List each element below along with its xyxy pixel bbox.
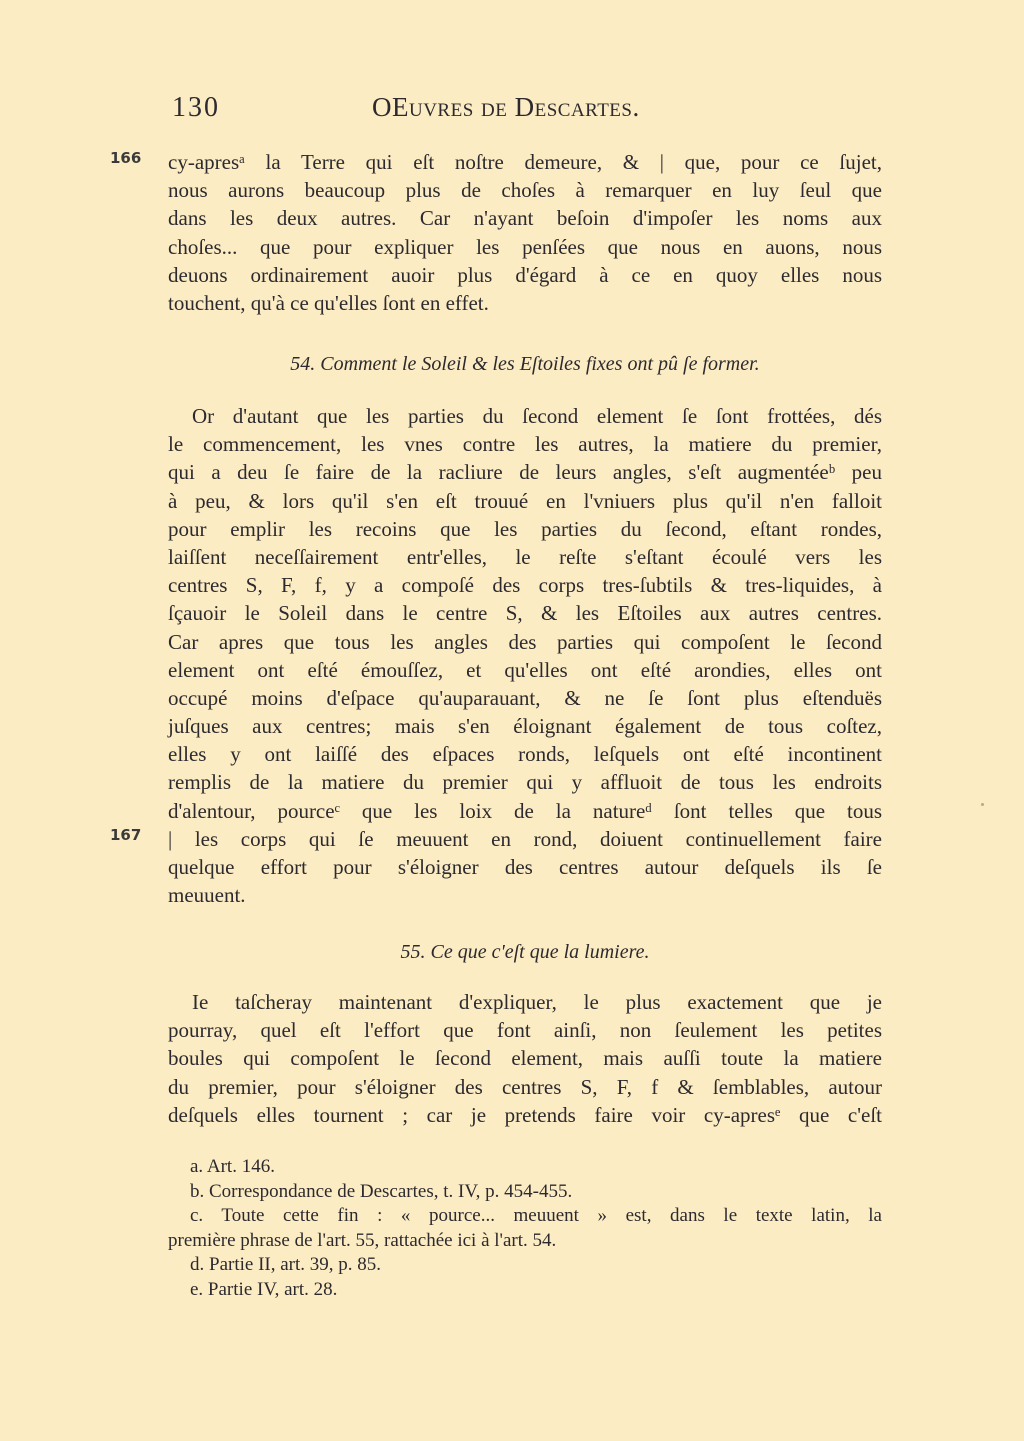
text-line: qui a deu ſe faire de la racliure de leurs angles, s'eſt augmentéeᵇ peu	[168, 460, 882, 485]
paragraph-3	[168, 988, 882, 1129]
text-line: boules qui compoſent le ſecond element, mais auſſi toute la matiere	[168, 1046, 882, 1071]
footnote-b: b. Correspondance de Descartes, t. IV, p. 454-455.	[190, 1180, 573, 1202]
text-line: centres S, F, f, y a compoſé des corps tres-ſubtils & tres-liquides, à	[168, 573, 882, 598]
paper-speck	[981, 803, 984, 806]
text-line: meuuent.	[168, 883, 246, 908]
paragraph-1	[168, 148, 882, 317]
footnote-c: c. Toute cette fin : « pource... meuuent » est, dans le texte latin, la	[190, 1205, 882, 1226]
text-line: d'alentour, pourceᶜ que les loix de la natureᵈ ſont telles que tous	[168, 798, 882, 823]
text-line: elles y ont laiſſé des eſpaces ronds, leſquels ont eſté incontinent	[168, 742, 882, 767]
section-heading-54: 54. Comment le Soleil & les Eſtoiles fixes ont pû ſe former.	[290, 353, 760, 375]
text-line: deſquels elles tournent ; car je pretends faire voir cy-apresᵉ que c'eſt	[168, 1102, 882, 1127]
text-line: juſques aux centres; mais s'en éloignant également de tous coſtez,	[168, 714, 882, 739]
text-line: | les corps qui ſe meuuent en rond, doiuent continuellement faire	[168, 826, 882, 851]
footnote-c-continued: première phrase de l'art. 55, rattachée ici à l'art. 54.	[168, 1229, 557, 1251]
text-line: Ie taſcheray maintenant d'expliquer, le plus exactement que je	[192, 990, 882, 1014]
text-line: nous aurons beaucoup plus de choſes à remarquer en luy ſeul que	[168, 178, 882, 203]
footnote-d: d. Partie II, art. 39, p. 85.	[190, 1254, 382, 1275]
text-line: laiſſent neceſſairement entr'elles, le reſte s'eſtant écoulé vers les	[168, 544, 882, 569]
text-line: deuons ordinairement auoir plus d'égard à ce en quoy elles nous	[168, 262, 882, 287]
paragraph-2	[168, 402, 882, 909]
text-line: remplis de la matiere du premier qui y affluoit de tous les endroits	[168, 770, 882, 795]
text-line: occupé moins d'eſpace qu'auparauant, & ne ſe ſont plus eſtenduës	[168, 685, 882, 710]
text-line: choſes... que pour expliquer les penſées que nous en auons, nous	[168, 234, 882, 259]
text-line: du premier, pour s'éloigner des centres S, F, f & ſemblables, autour	[168, 1074, 882, 1099]
text-line: element ont eſté émouſſez, et qu'elles ont eſté arondies, elles ont	[168, 657, 882, 682]
text-line: dans les deux autres. Car n'ayant beſoin d'impoſer les noms aux	[168, 206, 882, 231]
margin-page-number-166: 166	[110, 149, 142, 167]
section-heading-55: 55. Ce que c'eſt que la lumiere.	[400, 941, 650, 963]
footnote-a: a. Art. 146.	[190, 1156, 275, 1177]
text-line: Or d'autant que les parties du ſecond element ſe ſont frottées, dés	[192, 404, 882, 428]
text-line: le commencement, les vnes contre les autres, la matiere du premier,	[168, 432, 882, 457]
page-header	[168, 92, 882, 132]
text-line: quelque effort pour s'éloigner des centres autour deſquels ils ſe	[168, 855, 882, 879]
page-number: 130	[172, 92, 220, 123]
footnotes	[168, 1155, 882, 1302]
text-line: pour emplir les recoins que les parties du ſecond, eſtant rondes,	[168, 516, 882, 541]
running-title: OEuvres de Descartes.	[372, 92, 640, 122]
text-line: Car apres que tous les angles des parties qui compoſent le ſecond	[168, 629, 882, 654]
text-line: cy-apresᵃ la Terre qui eſt noſtre demeure, & | que, pour ce ſujet,	[168, 150, 882, 174]
text-line: touchent, qu'à ce qu'elles ſont en effet.	[168, 290, 489, 315]
footnote-e: e. Partie IV, art. 28.	[190, 1278, 338, 1300]
text-line: ſçauoir le Soleil dans le centre S, & les Eſtoiles aux autres centres.	[168, 601, 882, 626]
text-line: à peu, & lors qu'il s'en eſt trouué en l'vniuers plus qu'il n'en falloit	[168, 488, 882, 513]
text-line: pourray, quel eſt l'effort que font ainſi, non ſeulement les petites	[168, 1018, 882, 1043]
margin-page-number-167: 167	[110, 826, 142, 844]
